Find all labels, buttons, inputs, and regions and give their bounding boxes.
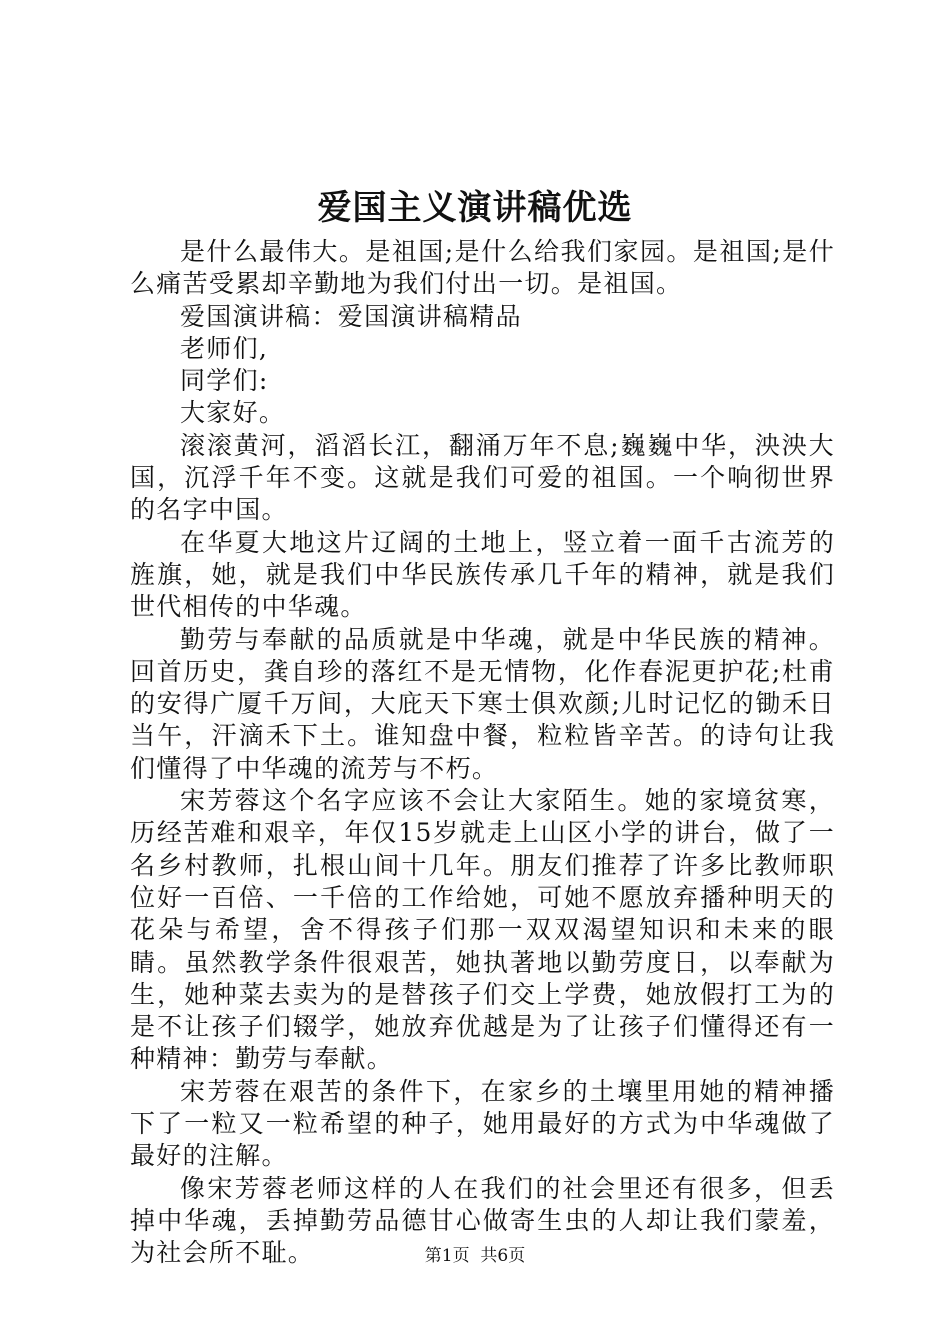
paragraph-banner: 在华夏大地这片辽阔的土地上，竖立着一面千古流芳的旌旗，她，就是我们中华民族传承几千年的精神，就是我们世代相传的中华魂。 xyxy=(130,527,835,622)
document-body xyxy=(130,236,835,1270)
paragraph-greeting-teachers: 老师们, xyxy=(180,333,269,363)
paragraph-intro: 是什么最伟大。是祖国;是什么给我们家园。是祖国;是什么痛苦受累却辛勤地为我们付出一切。是祖国。 xyxy=(130,237,835,299)
document-title: 爱国主义演讲稿优选 xyxy=(317,188,633,228)
paragraph-greeting-students: 同学们: xyxy=(180,366,269,396)
paragraph-greeting-all: 大家好。 xyxy=(180,398,286,428)
paragraph-society: 像宋芳蓉老师这样的人在我们的社会里还有很多，但丢掉中华魂，丢掉勤劳品德甘心做寄生虫的人却让我们蒙羞，为社会所不耻。 xyxy=(130,1173,835,1268)
paragraph-seeds-of-hope: 宋芳蓉在艰苦的条件下，在家乡的土壤里用她的精神播下了一粒又一粒希望的种子，她用最好的方式为中华魂做了最好的注解。 xyxy=(130,1076,835,1171)
paragraph-rivers: 滚滚黄河，滔滔长江，翻涌万年不息;巍巍中华，泱泱大国，沉浮千年不变。这就是我们可爱的祖国。一个响彻世界的名字中国。 xyxy=(130,430,835,525)
paragraph-history: 勤劳与奉献的品质就是中华魂，就是中华民族的精神。回首历史，龚自珍的落红不是无情物，化作春泥更护花;杜甫的安得广厦千万间，大庇天下寒士俱欢颜;儿时记忆的锄禾日当午，汗滴禾下土。谁知盘中餐，粒粒皆辛苦。的诗句让我们懂得了中华魂的流芳与不朽。 xyxy=(130,624,835,783)
paragraph-subtitle: 爱国演讲稿：爱国演讲稿精品 xyxy=(180,301,522,331)
paragraph-song-fangrong: 宋芳蓉这个名字应该不会让大家陌生。她的家境贫寒，历经苦难和艰辛，年仅15岁就走上山区小学的讲台，做了一名乡村教师，扎根山间十几年。朋友们推荐了许多比教师职位好一百倍、一千倍的工作给她，可她不愿放弃播种明天的花朵与希望，舍不得孩子们那一双双渴望知识和未来的眼睛。虽然教学条件很艰苦，她执著地以勤劳度日，以奉献为生，她种菜去卖为的是替孩子们交上学费，她放假打工为的是不让孩子们辍学，她放弃优越是为了让孩子们懂得还有一种精神：勤劳与奉献。 xyxy=(130,786,835,1074)
page-footer: 第1页 共6页 xyxy=(424,1246,526,1266)
